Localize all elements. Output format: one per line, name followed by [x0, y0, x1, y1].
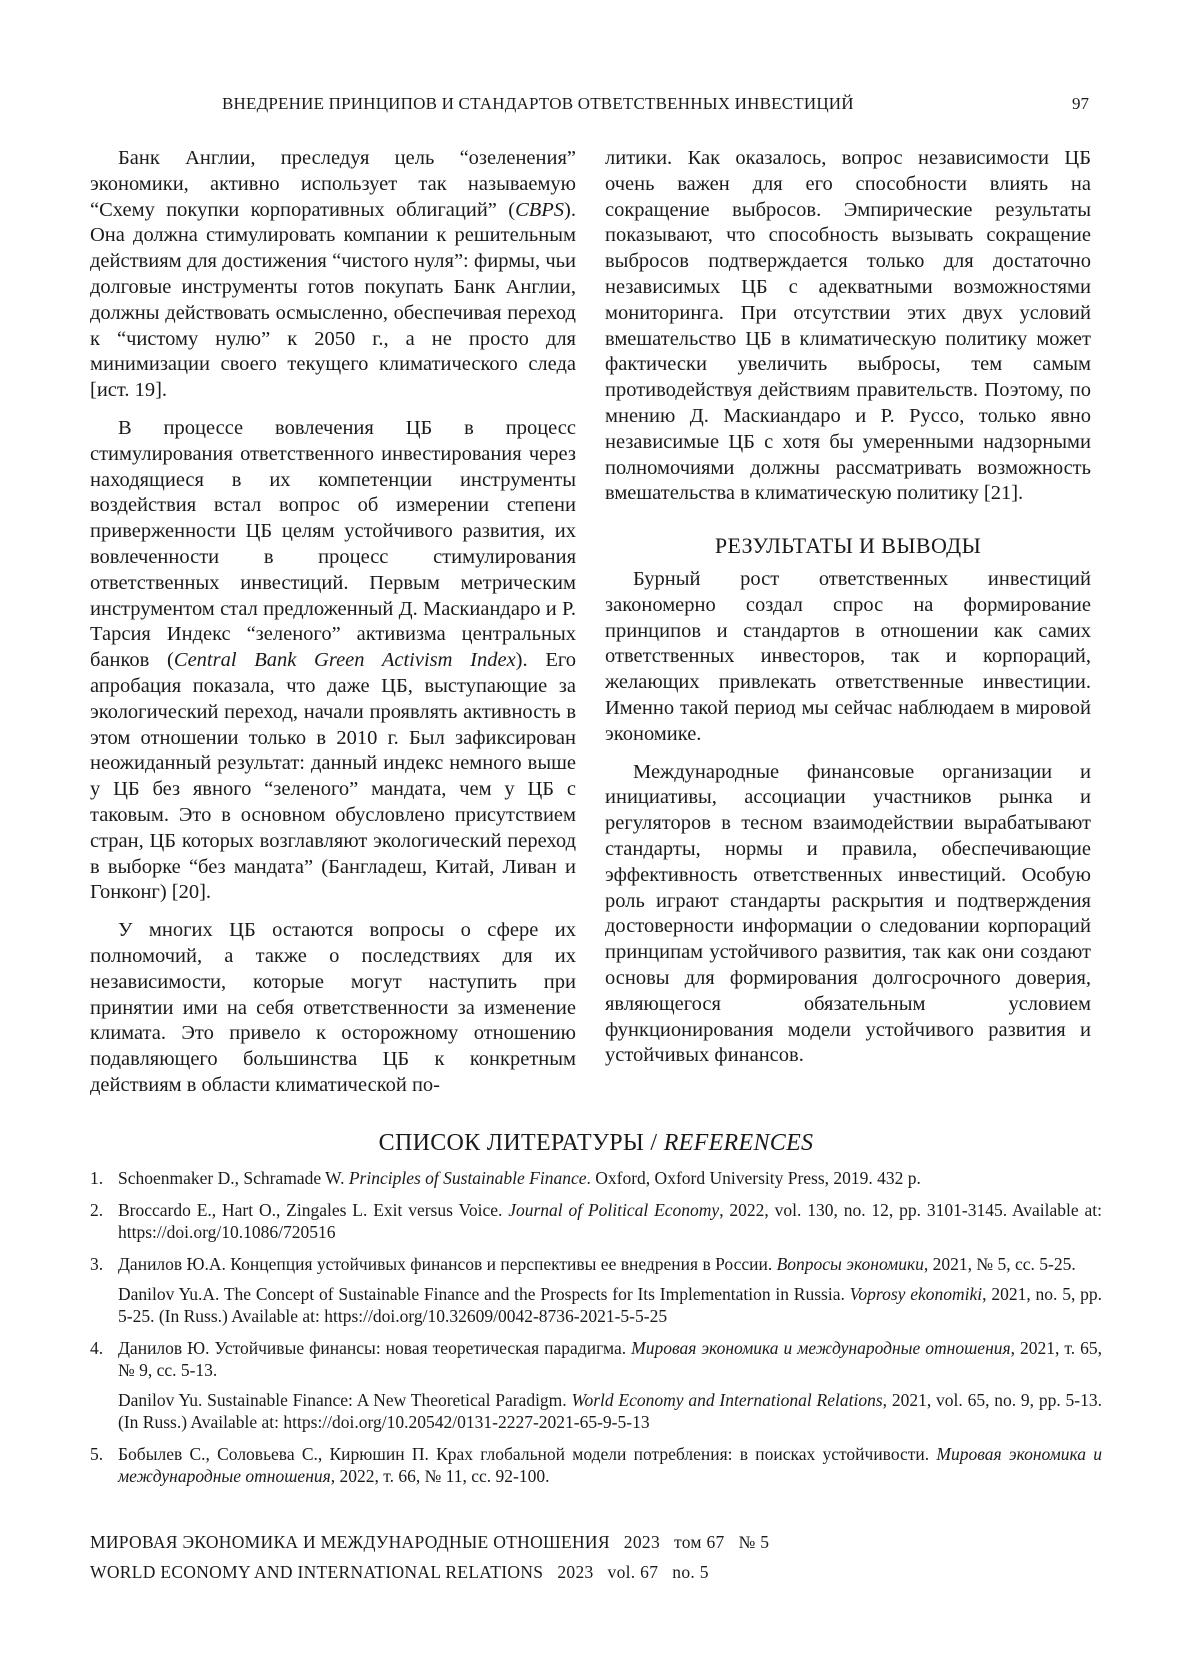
reference-item	[90, 1337, 1102, 1433]
reference-source: Мировая экономика и международные отношения	[118, 1444, 1103, 1486]
section-heading: РЕЗУЛЬТАТЫ И ВЫВОДЫ	[714, 533, 982, 559]
reference-text: , 2021, т. 65, № 9, сс. 5-13.	[118, 1338, 1102, 1380]
text-run: В процессе вовлечения ЦБ в процесс стимулирования ответственного инвестирования через находящиеся в их компетенции инструменты воздействия встал вопрос об измерении степени приверженности ЦБ целям устойчивого развития, их вовлеченности в процесс стимулирования ответственных инвестиций. Первым метрическим инструментом стал предложенный Д. Маскиандаро и Р. Тарсия Индекс “зеленого” активизма центральных банков (	[90, 416, 576, 672]
paragraph: У многих ЦБ остаются вопросы о сфере их полномочий, а также о последствиях для их независимости, которые могут наступить при принятии ими на себя ответственности за изменение климата. Это привело к осторожному отношению подавляющего большинства ЦБ к конкретным действиям в области климатической по-	[90, 919, 576, 1096]
italic-term: CBPS	[515, 198, 565, 221]
paragraph: Международные финансовые организации и инициативы, ассоциации участников рынка и регуляторов в тесном взаимодействии вырабатывают стандарты, нормы и правила, обеспечивающие эффективность ответственных инвестиций. Особую роль играют стандарты раскрытия и подтверждения достоверности информации о следовании корпораций принципам устойчивого развития, так как они создают основы для формирования долгосрочного доверия, являющегося обязательным условием функционирования модели устойчивого развития и устойчивых финансов.	[605, 760, 1091, 1067]
reference-source: Voprosy ekonomiki	[849, 1284, 983, 1304]
reference-text: , 2021, no. 5, pp. 5-25. (In Russ.) Available at: https://doi.org/10.32609/0042-8736-2021-5-5-25	[118, 1284, 1103, 1326]
left-column	[90, 146, 576, 1111]
running-title: ВНЕДРЕНИЕ ПРИНЦИПОВ И СТАНДАРТОВ ОТВЕТСТВЕННЫХ ИНВЕСТИЦИЙ	[222, 94, 854, 113]
reference-translation	[118, 1283, 1102, 1327]
references-heading-en: REFERENCES	[663, 1130, 814, 1156]
reference-item	[90, 1443, 1102, 1487]
reference-text: Бобылев С., Соловьева С., Кирюшин П. Крах глобальной модели потребления: в поисках устойчивости.	[118, 1444, 937, 1464]
footer-year: 2023	[557, 1562, 594, 1582]
reference-text: Danilov Yu. Sustainable Finance: A New Theoretical Paradigm.	[118, 1390, 572, 1410]
italic-term: Central Bank Green Activism Index	[173, 649, 516, 672]
footer-journal-ru	[90, 1532, 783, 1553]
reference-item	[90, 1253, 1102, 1327]
reference-list	[90, 1167, 1102, 1497]
footer-issue: no. 5	[672, 1562, 709, 1582]
reference-translation	[118, 1389, 1102, 1433]
reference-source: Вопросы экономики	[776, 1254, 924, 1274]
paragraph: Бурный рост ответственных инвестиций закономерно создал спрос на формирование принципов и стандартов в отношении как самих ответственных инвесторов, так и корпораций, желающих привлекать ответственные инвестиции. Именно такой период мы сейчас наблюдаем в мировой экономике.	[605, 567, 1091, 745]
reference-text: Данилов Ю. Устойчивые финансы: новая теоретическая парадигма.	[118, 1338, 632, 1358]
references-heading	[90, 1130, 1102, 1157]
reference-text: Danilov Yu.A. The Concept of Sustainable Finance and the Prospects for Its Implementation in Russia.	[118, 1284, 850, 1304]
footer-issue: № 5	[738, 1532, 770, 1552]
reference-text: , 2021, vol. 65, no. 9, pp. 5-13. (In Russ.) Available at: https://doi.org/10.20542/0131-2227-2021-65-9-5-13	[118, 1390, 1102, 1432]
reference-number: 3.	[90, 1254, 104, 1274]
paragraph: литики. Как оказалось, вопрос независимости ЦБ очень важен для его способности влиять на сокращение выбросов. Эмпирические результаты показывают, что способность вызывать сокращение выбросов подтверждается только для достаточно независимых ЦБ с адекватными возможностями мониторинга. При отсутствии этих двух условий вмешательство ЦБ в климатическую политику может фактически увеличить выбросы, тем самым противодействуя действиям правительств. Поэтому, по мнению Д. Маскиандаро и Р. Руссо, только явно независимые ЦБ с хотя бы умеренными надзорными полномочиями должны рассматривать возможность вмешательства в климатическую политику [21].	[605, 147, 1091, 505]
footer-journal-en	[90, 1562, 723, 1583]
reference-source: Principles of Sustainable Finance	[348, 1168, 587, 1188]
footer-volume: vol. 67	[607, 1562, 659, 1582]
reference-text: Данилов Ю.А. Концепция устойчивых финансов и перспективы ее внедрения в России.	[118, 1254, 777, 1274]
paragraph	[90, 416, 576, 906]
footer-volume: том 67	[674, 1532, 725, 1552]
reference-source: Journal of Political Economy	[508, 1200, 720, 1220]
reference-text: , 2021, № 5, сс. 5-25.	[923, 1254, 1076, 1274]
reference-text: Broccardo E., Hart O., Zingales L. Exit versus Voice.	[118, 1200, 509, 1220]
reference-number: 4.	[90, 1338, 104, 1358]
reference-text: . Oxford, Oxford University Press, 2019. 432 p.	[586, 1168, 921, 1188]
reference-text: Schoenmaker D., Schramade W.	[118, 1168, 349, 1188]
reference-number: 5.	[90, 1444, 104, 1464]
reference-source: Мировая экономика и международные отношения	[631, 1338, 1011, 1358]
reference-number: 2.	[90, 1200, 104, 1220]
text-run: Банк Англии, преследуя цель “озеленения” экономики, активно использует так называемую “Схему покупки корпоративных облигаций” (	[90, 147, 576, 221]
reference-text: , 2022, т. 66, № 11, сс. 92-100.	[330, 1466, 550, 1486]
reference-source: World Economy and International Relations	[571, 1390, 883, 1410]
footer-year: 2023	[623, 1532, 660, 1552]
references-heading-ru: СПИСОК ЛИТЕРАТУРЫ /	[378, 1130, 664, 1156]
text-run: ). Его апробация показала, что даже ЦБ, выступающие за экологический переход, начали проявлять активность в этом отношении только в 2010 г. Был зафиксирован неожиданный результат: данный индекс немного выше у ЦБ без явного “зеленого” мандата, чем у ЦБ с таковым. Это в основном обусловлено присутствием стран, ЦБ которых возглавляют экологический переход в выборке “без мандата” (Бангладеш, Китай, Ливан и Гонконг) [20].	[90, 649, 576, 904]
reference-item	[90, 1167, 1102, 1189]
footer-journal-name: WORLD ECONOMY AND INTERNATIONAL RELATIONS	[90, 1562, 544, 1582]
reference-number: 1.	[90, 1168, 104, 1188]
paragraph	[90, 146, 576, 404]
reference-item	[90, 1199, 1102, 1243]
reference-text: , 2022, vol. 130, no. 12, pp. 3101-3145. Available at: https://doi.org/10.1086/720516	[118, 1200, 1103, 1242]
text-run: ). Она должна стимулировать компании к решительным действиям для достижения “чистого нуля”: фирмы, чьи долговые инструменты готов покупать Банк Англии, должны действовать осмысленно, обеспечивая переход к “чистому нулю” к 2050 г., а не просто для минимизации своего текущего климатического следа [ист. 19].	[90, 198, 576, 402]
page-number: 97	[1072, 94, 1089, 113]
footer-journal-name: МИРОВАЯ ЭКОНОМИКА И МЕЖДУНАРОДНЫЕ ОТНОШЕНИЯ	[90, 1532, 610, 1552]
right-column	[605, 146, 1091, 1081]
